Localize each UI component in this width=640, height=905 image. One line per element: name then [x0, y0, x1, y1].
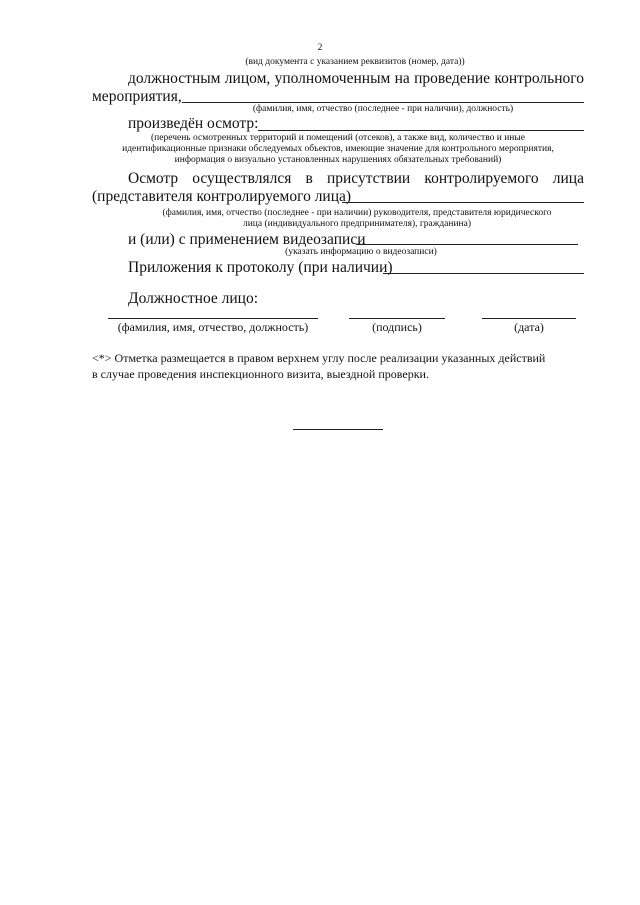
presence-word: лица — [552, 170, 584, 187]
official-word: на — [394, 70, 410, 87]
presence-continuation: (представителя контролируемого лица) — [92, 188, 352, 205]
page-number: 2 — [317, 43, 323, 53]
signature-title: Должностное лицо: — [128, 290, 259, 307]
official-caption: (фамилия, имя, отчество (последнее - при наличии), должность) — [252, 104, 514, 114]
presence-word: осуществлялся — [192, 170, 292, 187]
official-word: проведение — [414, 70, 491, 87]
attachments-field[interactable] — [383, 273, 584, 274]
attachments-label: Приложения к протоколу (при наличии) — [128, 259, 393, 276]
inspection-field[interactable] — [258, 130, 584, 131]
footnote-line-2: в случае проведения инспекционного визита, выездной проверки. — [92, 367, 429, 381]
official-word: уполномоченным — [274, 70, 391, 87]
video-caption: (указать информацию о видеозаписи) — [285, 247, 437, 257]
video-label: и (или) с применением видеозаписи — [128, 231, 366, 248]
official-word: лицом, — [224, 70, 271, 87]
date-caption: (дата) — [514, 320, 544, 334]
doc-kind-caption: (вид документа с указанием реквизитов (номер, дата)) — [245, 57, 465, 67]
inspection-caption-3: информация о визуально установленных нарушениях обязательных требований) — [174, 155, 502, 165]
closing-rule — [293, 429, 383, 430]
official-line — [128, 70, 584, 88]
presence-word: в — [305, 170, 313, 187]
sign-caption: (подпись) — [372, 320, 422, 334]
presence-word: контролируемого — [424, 170, 539, 187]
official-name-field[interactable] — [182, 102, 584, 103]
official-word: контрольного — [494, 70, 584, 87]
official-word: должностным — [128, 70, 221, 87]
name-caption: (фамилия, имя, отчество, должность) — [117, 320, 309, 334]
inspection-caption-2: идентификационные признаки обследуемых объектов, имеющие значение для контрольного мероприятия, — [122, 144, 554, 154]
presence-caption-2: лица (индивидуального предпринимателя), гражданина) — [242, 219, 472, 229]
date-field[interactable] — [482, 318, 576, 319]
presence-caption-1: (фамилия, имя, отчество (последнее - при наличии) руководителя, представителя юридического — [162, 208, 552, 218]
video-field[interactable] — [356, 244, 578, 245]
signature-field[interactable] — [349, 318, 445, 319]
presence-word: присутствии — [326, 170, 411, 187]
presence-word: Осмотр — [128, 170, 179, 187]
name-sign-field[interactable] — [108, 318, 318, 319]
presence-line — [128, 170, 584, 188]
inspection-label: произведён осмотр: — [128, 115, 259, 132]
presence-field[interactable] — [342, 202, 584, 203]
official-continuation: мероприятия, — [92, 88, 182, 105]
inspection-caption-1: (перечень осмотренных территорий и помещений (отсеков), а также вид, количество и иные — [151, 133, 525, 143]
footnote-line-1: <*> Отметка размещается в правом верхнем углу после реализации указанных действий — [92, 351, 546, 365]
